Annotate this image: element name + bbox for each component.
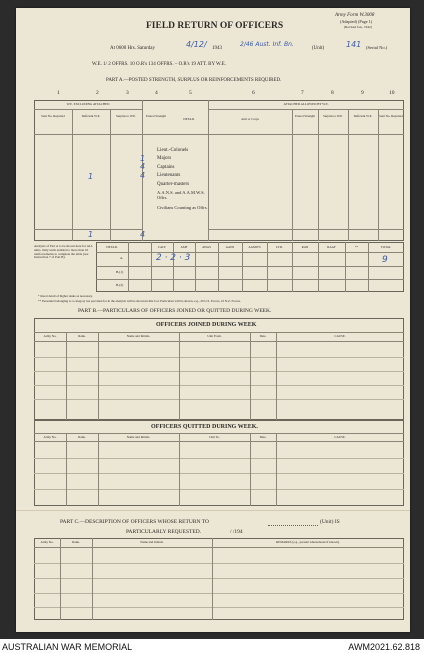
fold-line (16, 510, 410, 511)
footer-bar (0, 639, 424, 653)
hdr-sent-required-2: Sent No. Required (379, 114, 403, 118)
analysis-col: AMF (180, 245, 188, 249)
unit-label: (Unit) (312, 46, 325, 51)
part-c-unit: (Unit) IS (320, 519, 340, 525)
analysis-note: Analysis of Part A to be shown here for ALL units. Only units entitled to more than 10 reinforcements to complete the table (see Instruction 7 of Part B). (34, 244, 93, 260)
joined-col: Date. (259, 334, 267, 338)
at-year: 1943 (212, 46, 222, 51)
analysis-row-a: A. (120, 256, 124, 260)
quitted-col: Army No. (43, 435, 57, 439)
unit-handwritten: 2/46 Aust. Inf. Bn. (240, 41, 294, 48)
col-number: 4 (155, 90, 158, 96)
at-label: At 0600 Hrs. Saturday (110, 46, 155, 51)
hand-posted-1: 1 (140, 154, 146, 163)
detail-civilians: Civilians Counting as Offrs. (157, 205, 208, 210)
analysis-col: AWAS (202, 245, 211, 249)
quitted-col: CAUSE. (334, 435, 346, 439)
part-c-title-2: PARTICULARLY REQUESTED. (126, 529, 202, 535)
col-number: 10 (389, 90, 395, 96)
quitted-col: Name and Initials. (126, 435, 151, 439)
hand-deficient: 1 (88, 172, 94, 181)
footer-accession: AWM2021.62.818 (348, 642, 420, 652)
hdr-deficient: Deficient W.E. (81, 114, 101, 118)
analysis-col: LTD. (276, 245, 283, 249)
footnote-1: * Insert detail of higher ranks as necessary. (38, 294, 93, 298)
part-c-col: Army No. (40, 540, 54, 544)
group-we-excl: W.E. EXCLUDING ATTACHED (66, 102, 110, 106)
serial-label: (Serial No.) (366, 45, 388, 50)
analysis-hand-values: 2 · 2 · 3 (156, 253, 191, 263)
analysis-col-total: TOTAL (380, 245, 392, 249)
joined-title: OFFICERS JOINED DURING WEEK (156, 322, 257, 328)
analysis-col: AANS (225, 245, 235, 249)
col-number: 1 (57, 90, 60, 96)
joined-col: CAUSE. (334, 334, 346, 338)
analysis-col: CALF (157, 245, 167, 249)
joined-col: Army No. (43, 334, 57, 338)
form-sheet (16, 8, 410, 632)
detail-majors: Majors (157, 156, 172, 161)
hdr-posted: Posted Strength (145, 114, 167, 118)
hand-total-deficient: 1 (88, 230, 94, 239)
analysis-col: RAN (301, 245, 309, 249)
detail-qm: Quarter-masters (157, 182, 190, 187)
part-c-date: / /194 (230, 529, 243, 535)
hdr-posted-2: Posted Strength (294, 114, 316, 118)
col-number: 2 (96, 90, 99, 96)
quitted-col: Date. (259, 435, 267, 439)
analysis-col: ** (354, 245, 359, 249)
hand-total-posted: 4 (140, 230, 146, 239)
detail-captains: Captains (157, 165, 175, 170)
hdr-detail: DETAIL (183, 117, 195, 121)
at-date-handwritten: 4/12/ (186, 40, 207, 49)
hdr-surplus-2: Surplus to W.E. (322, 114, 343, 118)
part-c-title: PART C.—DESCRIPTION OF OFFICERS WHOSE RETURN TO (60, 519, 209, 525)
form-revised: (Revised Jan., 1942) (344, 25, 372, 29)
part-a-title: PART A.—POSTED STRENGTH, SURPLUS OR REINFORCEMENTS REQUIRED. (106, 78, 282, 83)
footnote-2: ** Personnel belonging to a category not provided for in the analysis will be shown in this Col. Particulars will be shown, e.g., 20 U.S. Forces, 10 N.Z. Forces. (38, 299, 241, 303)
col-number: 7 (301, 90, 304, 96)
analysis-row-b2: B.(2) (116, 283, 124, 287)
hdr-arm-corps: Arm or Corps (241, 117, 259, 121)
quitted-col: Rank. (78, 435, 86, 439)
hand-posted-2: 4 (140, 162, 146, 171)
hand-posted-3: 4 (140, 171, 146, 180)
col-number: 3 (126, 90, 129, 96)
hdr-deficient-2: Deficient W.E. (353, 114, 373, 118)
part-b-title: PART B.—PARTICULARS OF OFFICERS JOINED OR QUITTED DURING WEEK. (78, 308, 272, 314)
part-c-col: REMARKS (e.g., present whereabouts if known). (276, 540, 340, 544)
quitted-col: Unit To. (209, 435, 220, 439)
detail-aans: A.A.N.S. and A.A.M.W.S. Offrs. (157, 190, 205, 200)
form-title: FIELD RETURN OF OFFICERS (146, 21, 284, 31)
col-number: 6 (252, 90, 255, 96)
part-c-col: Name and Initials. (140, 540, 164, 544)
we-line: W.E. 1/ 2 OFFRS. 10 O.R's 134 OFFRS. – O.R's 19 ATT. BY W.E. (92, 62, 226, 67)
analysis-col: AAMWS (248, 245, 261, 249)
col-number: 5 (189, 90, 192, 96)
analysis-row-b1: B.(1) (116, 270, 124, 274)
form-adapted: (Adapted) (Page 1) (340, 19, 373, 24)
quitted-title: OFFICERS QUITTED DURING WEEK. (151, 424, 258, 430)
analysis-hand-total: 9 (382, 255, 388, 265)
serial-handwritten: 141 (346, 40, 362, 49)
hdr-surplus: Surplus to W.E. (115, 114, 136, 118)
form-number: Army Form W.3008 (335, 13, 375, 18)
analysis-col: RAAF (327, 245, 336, 249)
hdr-sent-required: Sent No. Required (41, 114, 65, 118)
col-number: 9 (361, 90, 364, 96)
detail-lt-col: Lieut.-Colonels (157, 148, 189, 153)
joined-col: Name and Initials. (126, 334, 151, 338)
analysis-detail-hdr: DETAIL (106, 245, 118, 249)
detail-lieutenants: Lieutenants (157, 173, 181, 178)
group-attached: ATTACHED ALLOWED BY W.E. (283, 102, 329, 106)
footer-credit: AUSTRALIAN WAR MEMORIAL (2, 642, 133, 652)
col-number: 8 (331, 90, 334, 96)
analysis-table (96, 242, 404, 292)
joined-col: Unit From. (207, 334, 222, 338)
part-c-col: Rank. (72, 540, 80, 544)
joined-col: Rank. (78, 334, 86, 338)
